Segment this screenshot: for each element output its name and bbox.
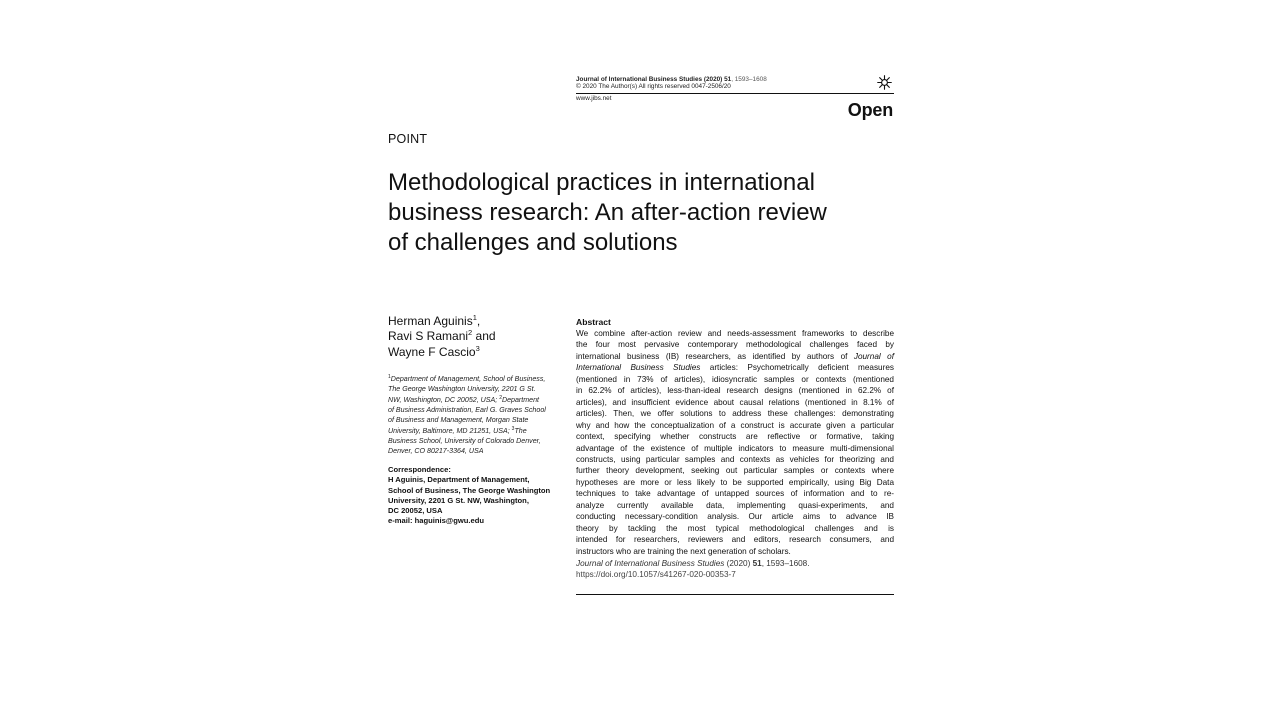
affiliation-line [388, 384, 564, 394]
affiliation-number: 2 [499, 394, 502, 401]
affiliation-text: The George Washington University, 2201 G St. [388, 385, 536, 394]
springer-chess-knight-icon [876, 74, 893, 91]
author [388, 329, 563, 344]
abstract-line [576, 397, 894, 408]
journal-copyright: © 2020 The Author(s) All rights reserved 0047-2506/20 [576, 83, 731, 91]
abstract-text: articles). Then, we offer solutions to address these challenges: demonstrating [576, 409, 894, 419]
abstract-text: analyze currently available data, implementing quasi-experiments, and [576, 500, 894, 510]
abstract-text: why and how the conceptualization of a construct is accurate given a particular [576, 420, 894, 430]
abstract-text: international business (IB) researchers, as identified by authors of [576, 351, 854, 361]
citation-year: (2020) [724, 559, 753, 568]
affiliation-line [388, 415, 564, 425]
affiliation-text: NW, Washington, DC 20052, USA; [388, 395, 500, 404]
abstract-text: theory by tackling the most typical methodological challenges and is [576, 523, 894, 533]
affiliation-text: of Business and Management, Morgan State [388, 416, 529, 425]
abstract-text: further theory development, seeking out particular samples or contexts where [576, 466, 894, 476]
author-name: Wayne F Cascio [388, 344, 476, 359]
affiliation-line [388, 446, 564, 456]
affiliation-text: The [514, 426, 527, 435]
abstract-text: articles: Psychometrically deficient measures [700, 363, 894, 373]
abstract-journal-name: Journal of [853, 351, 894, 361]
abstract-line [576, 511, 894, 522]
citation [576, 558, 894, 581]
abstract-text: constructs, using particular samples and contexts as vehicles for theorizing and [576, 454, 894, 464]
affiliation-line [388, 395, 564, 405]
abstract-line [576, 465, 894, 476]
title-line: business research: An after-action review [388, 199, 827, 226]
affiliation-line [388, 374, 564, 384]
abstract-heading: Abstract [576, 317, 611, 327]
affiliation-line [388, 436, 564, 446]
abstract-line [576, 351, 894, 362]
abstract-line [576, 420, 894, 431]
abstract-text: conducting necessary-condition analysis. Our article aims to advance IB [576, 512, 894, 522]
correspondence-line: University, 2201 G St. NW, Washington, [388, 495, 529, 505]
abstract-text: in 62.2% of articles), less-than-ideal research designs (mentioned in 62.2% of [576, 386, 894, 396]
abstract-text: techniques to take advantage of untapped sources of information and to re- [576, 489, 894, 499]
author-name: Herman Aguinis [388, 314, 473, 328]
author-affiliation-number: 3 [475, 343, 480, 353]
title-line: of challenges and solutions [388, 229, 678, 256]
author-separator: and [472, 329, 496, 344]
affiliation-text: University, Baltimore, MD 21251, USA; [388, 426, 512, 435]
author-name: Ravi S Ramani [388, 329, 469, 344]
abstract-line [576, 500, 894, 511]
abstract-line [576, 454, 894, 465]
journal-website: www.jibs.net [576, 95, 612, 102]
affiliations [388, 374, 564, 457]
author-separator: , [476, 314, 481, 328]
abstract-line [576, 385, 894, 396]
abstract-text: intended for researchers, reviewers and editors, research consumers, and [576, 535, 894, 545]
abstract-line [576, 477, 894, 488]
abstract-text: We combine after-action review and needs-assessment frameworks to describe [576, 329, 894, 338]
author-affiliation-number: 2 [468, 328, 473, 338]
correspondence [388, 465, 564, 527]
journal-header [576, 76, 894, 90]
abstract-text: hypotheses are more or less likely to be supported empirically, using Big Data [576, 477, 894, 487]
abstract-line [576, 523, 894, 534]
author [388, 345, 563, 360]
doi-link[interactable]: https://doi.org/10.1057/s41267-020-00353-7 [576, 570, 736, 580]
citation-volume: 51 [752, 559, 762, 568]
abstract-text: articles), and insufficient evidence about causal relations (mentioned in 8.1% of [576, 397, 894, 407]
affiliation-line [388, 426, 564, 436]
abstract-line [576, 408, 894, 419]
affiliation-text: Denver, CO 80217-3364, USA [388, 447, 484, 456]
citation-line [576, 558, 894, 569]
affiliation-text: of Business Administration, Earl G. Graves School [388, 406, 546, 415]
correspondence-email: e-mail: haguinis@gwu.edu [388, 516, 485, 526]
title-line: Methodological practices in international [388, 169, 815, 196]
abstract-text: the four most pervasive contemporary methodological challenges faced by [576, 340, 894, 350]
abstract-line [576, 443, 894, 454]
citation-journal: Journal of International Business Studies [576, 559, 725, 568]
abstract-text: instructors who are training the next generation of scholars. [576, 546, 791, 556]
abstract-text: context, specifying whether constructs are reflective or formative, taking [576, 432, 894, 442]
abstract-body [576, 328, 894, 557]
affiliation-text: Department [501, 395, 540, 404]
abstract-line [576, 546, 894, 557]
correspondence-line: H Aguinis, Department of Management, [388, 475, 530, 485]
correspondence-line: DC 20052, USA [388, 506, 443, 516]
bottom-rule [576, 594, 894, 595]
affiliation-line [388, 405, 564, 415]
correspondence-line: School of Business, The George Washington [388, 485, 551, 495]
abstract-line [576, 339, 894, 350]
abstract-text: (mentioned in 73% of articles), idiosyncratic samples or contexts (mentioned [576, 374, 894, 384]
article-type: POINT [388, 132, 428, 146]
article-title [388, 168, 858, 258]
journal-name-volume: Journal of International Business Studies (2020) 51 [576, 76, 732, 83]
author-list [388, 314, 563, 360]
abstract-line [576, 374, 894, 385]
citation-pages: , 1593–1608. [761, 559, 810, 568]
author-affiliation-number: 1 [472, 313, 477, 322]
abstract-line [576, 488, 894, 499]
affiliation-text: Department of Management, School of Business, [390, 375, 546, 383]
open-access-label: Open [847, 100, 893, 120]
abstract-line [576, 431, 894, 442]
header-rule [576, 93, 894, 94]
journal-pages: , 1593–1608 [731, 76, 767, 83]
abstract-line [576, 362, 894, 373]
affiliation-text: Business School, University of Colorado Denver, [388, 437, 541, 446]
abstract-text: advantage of the existence of multiple indicators to measure multi-dimensional [576, 443, 894, 453]
abstract-journal-name: International Business Studies [576, 363, 701, 373]
correspondence-heading: Correspondence: [388, 465, 451, 474]
abstract-line [576, 328, 894, 339]
author [388, 314, 563, 329]
affiliation-number: 1 [388, 374, 391, 380]
abstract-line [576, 534, 894, 545]
affiliation-number: 3 [511, 425, 515, 432]
